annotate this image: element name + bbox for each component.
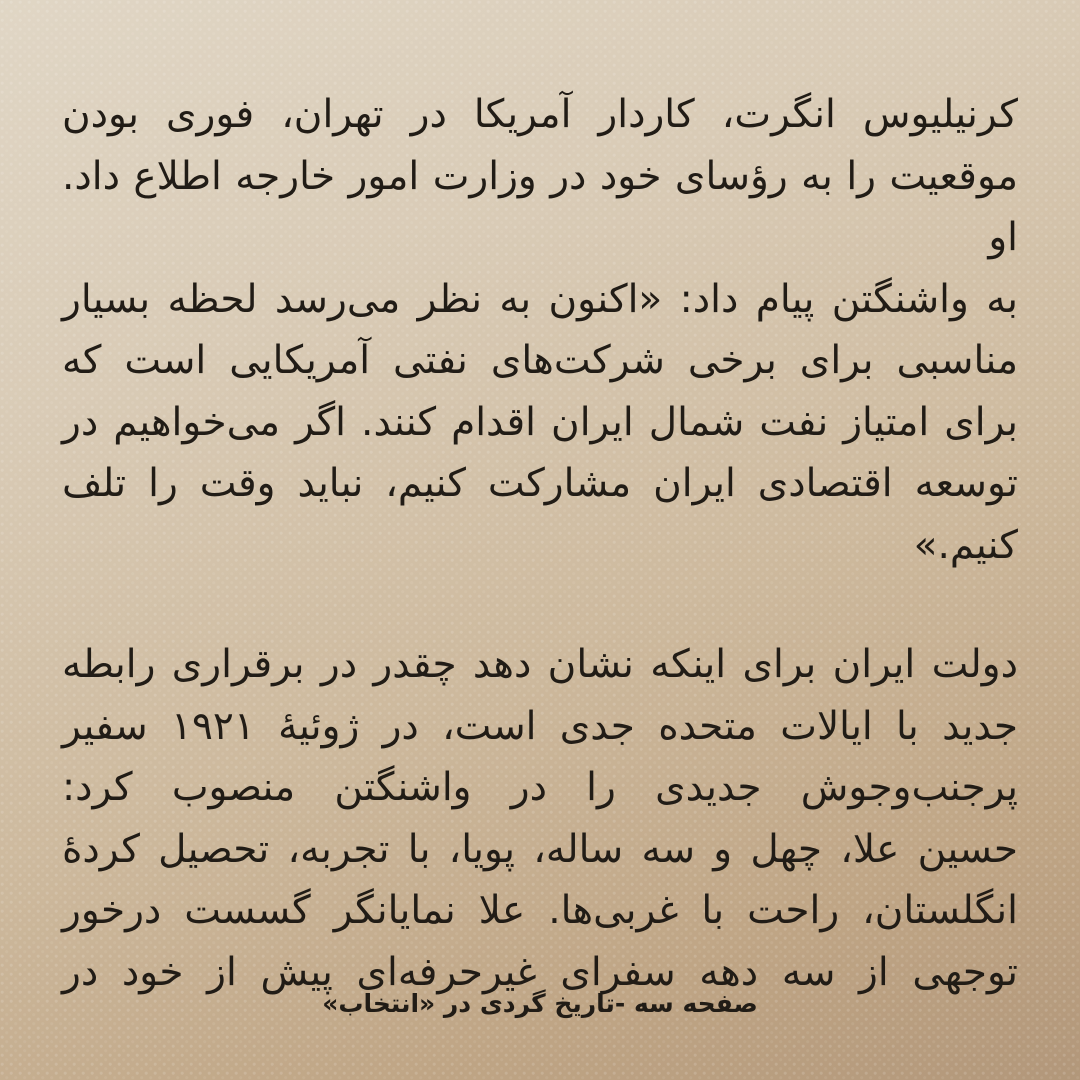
paragraph — [62, 634, 1018, 1003]
text-line: کنیم.» — [913, 522, 1018, 568]
text-line: انگلستان، راحت با غربی‌ها. علا نمایانگر گسست درخور — [62, 888, 1018, 933]
paragraph — [62, 84, 1018, 576]
footer-caption: صفحه سه -تاریخ گردی در «انتخاب» — [322, 989, 758, 1018]
article-text — [62, 84, 1018, 1061]
text-line: مناسبی برای برخی شرکت‌های نفتی آمریکایی است که — [62, 338, 1018, 383]
text-line: پرجنب‌وجوش جدیدی را در واشنگتن منصوب کرد: — [62, 765, 1018, 810]
text-line: دولت ایران برای اینکه نشان دهد چقدر در برقراری رابطه — [62, 642, 1018, 687]
text-line: جدید با ایالات متحده جدی است، در ژوئیهٔ ۱۹۲۱ سفیر — [62, 703, 1018, 749]
text-line: به واشنگتن پیام داد: «اکنون به نظر می‌رسد لحظه بسیار — [62, 276, 1018, 322]
text-line: توسعه اقتصادی ایران مشارکت کنیم، نباید وقت را تلف — [62, 461, 1018, 506]
text-line: موقعیت را به رؤسای خود در وزارت امور خارجه اطلاع داد. او — [62, 153, 1018, 260]
text-line: برای امتیاز نفت شمال ایران اقدام کنند. اگر می‌خواهیم در — [62, 399, 1018, 445]
text-line: توجهی از سه دهه سفرای غیرحرفه‌ای پیش از خود در — [62, 949, 1018, 995]
text-line: حسین علا، چهل و سه ساله، پویا، با تجربه، تحصیل کردهٔ — [62, 826, 1018, 872]
text-line: کرنیلیوس انگرت، کاردار آمریکا در تهران، فوری بودن — [62, 92, 1018, 137]
